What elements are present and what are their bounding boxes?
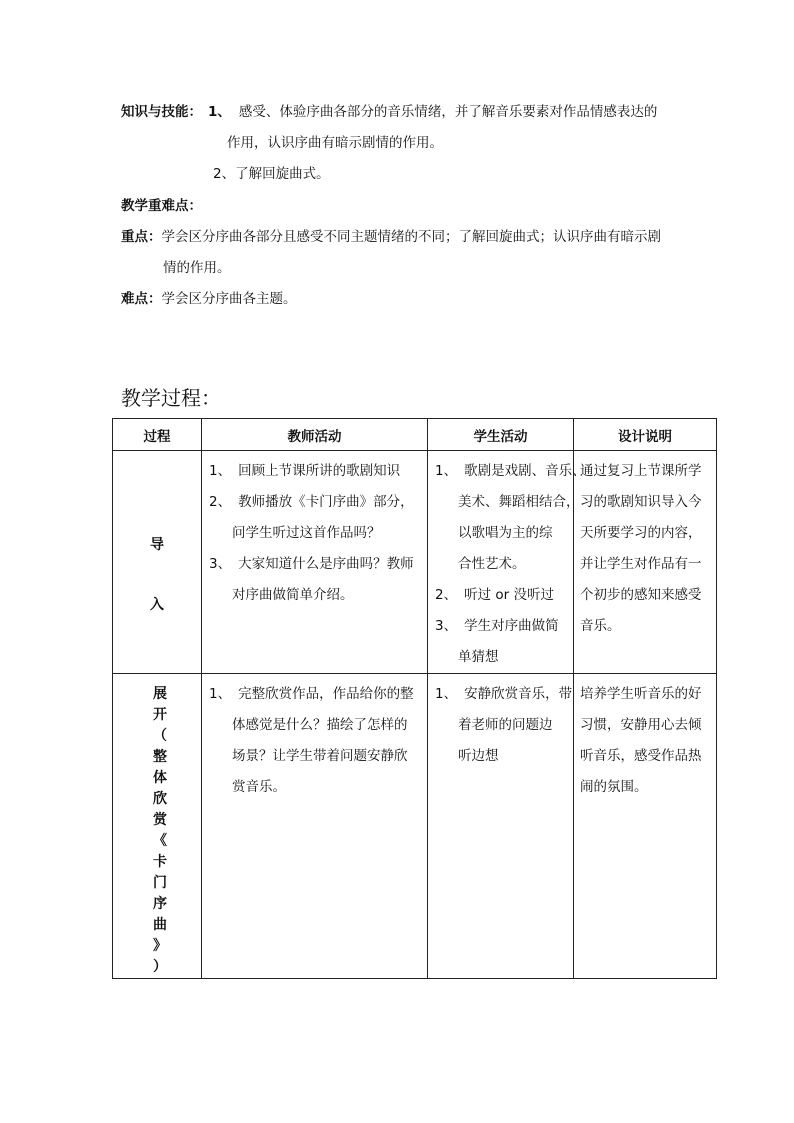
item-number: 1、 xyxy=(209,686,232,702)
item-number: 3、 xyxy=(209,556,232,572)
note-line: 习惯，安静用心去倾 xyxy=(580,717,702,733)
stage-char: 《 xyxy=(153,833,167,849)
list-item xyxy=(202,487,427,518)
list-item xyxy=(202,679,427,710)
list-item-continuation: 美术、舞蹈相结合， xyxy=(458,494,580,510)
item-text: 学生对序曲做简 xyxy=(464,618,559,634)
item-text: 回顾上节课所讲的歌剧知识 xyxy=(238,463,401,479)
difficult-point-label: 难点： xyxy=(121,291,162,307)
student-activity-cell xyxy=(428,674,574,979)
item-number: 2、 xyxy=(209,494,232,510)
item-text: 歌剧是戏剧、音乐、 xyxy=(464,463,586,479)
teacher-activity-cell xyxy=(202,674,428,979)
list-item xyxy=(428,456,586,487)
stage-char: 赏 xyxy=(153,812,167,828)
stage-char: 展 xyxy=(153,686,167,702)
stage-cell-expand xyxy=(113,674,202,979)
objective-item1-continuation: 作用，认识序曲有暗示剧情的作用。 xyxy=(227,135,443,151)
list-item-continuation: 着老师的问题边 xyxy=(458,717,553,733)
focus-heading: 教学重难点： xyxy=(121,198,202,214)
list-item-continuation: 对序曲做简单介绍。 xyxy=(232,587,354,603)
difficult-point-text: 学会区分序曲各主题。 xyxy=(161,291,297,307)
stage-char: ） xyxy=(153,959,167,975)
difficult-point xyxy=(121,290,297,308)
objective-item1-number: 1、 xyxy=(208,104,231,120)
list-item-continuation: 问学生听过这首作品吗？ xyxy=(232,525,381,541)
stage-char: 欣 xyxy=(153,791,167,807)
table-row xyxy=(113,674,717,979)
stage-char: 曲 xyxy=(153,917,167,933)
stage-char: 》 xyxy=(153,938,167,954)
design-note-cell xyxy=(574,674,717,979)
stage-char: 整 xyxy=(153,749,167,765)
stage-char: 开 xyxy=(153,707,167,723)
table-row xyxy=(113,451,717,674)
key-point-label: 重点： xyxy=(121,229,162,245)
column-header-teacher: 教师活动 xyxy=(202,419,428,451)
list-item xyxy=(202,549,427,580)
stage-char: 体 xyxy=(153,770,167,786)
item-text: 听过 or 没听过 xyxy=(464,587,554,603)
list-item-continuation: 赏音乐。 xyxy=(232,779,286,795)
design-note-cell xyxy=(574,451,717,674)
item-number: 2、 xyxy=(435,587,458,603)
list-item-continuation: 场景？让学生带着问题安静欣 xyxy=(232,748,408,764)
list-item-continuation: 以歌唱为主的综 xyxy=(458,525,553,541)
item-text: 大家知道什么是序曲吗？教师 xyxy=(238,556,414,572)
key-point-continuation: 情的作用。 xyxy=(163,260,231,276)
objective-item2: 2、了解回旋曲式。 xyxy=(213,166,330,182)
item-text: 完整欣赏作品，作品给你的整 xyxy=(238,686,414,702)
stage-char: 卡 xyxy=(153,854,167,870)
list-item xyxy=(428,580,573,611)
stage-char: 入 xyxy=(150,597,164,613)
key-point-text: 学会区分序曲各部分且感受不同主题情绪的不同；了解回旋曲式；认识序曲有暗示剧 xyxy=(161,229,661,245)
note-line: 并让学生对作品有一 xyxy=(580,556,702,572)
list-item xyxy=(202,456,427,487)
stage-cell-intro xyxy=(113,451,202,674)
stage-char: 门 xyxy=(153,875,167,891)
note-line: 音乐。 xyxy=(580,618,621,634)
process-table xyxy=(112,418,717,979)
objective-item1-text: 感受、体验序曲各部分的音乐情绪，并了解音乐要素对作品情感表达的 xyxy=(238,104,658,120)
key-point-line1 xyxy=(121,228,661,246)
teacher-activity-cell xyxy=(202,451,428,674)
note-line: 通过复习上节课所学 xyxy=(580,463,702,479)
item-number: 1、 xyxy=(209,463,232,479)
note-line: 习的歌剧知识导入今 xyxy=(580,494,702,510)
list-item-continuation: 听边想 xyxy=(458,748,499,764)
note-line: 听音乐，感受作品热 xyxy=(580,748,702,764)
item-text: 安静欣赏音乐，带 xyxy=(464,686,573,702)
knowledge-objective-line1 xyxy=(121,103,657,121)
item-number: 1、 xyxy=(435,686,458,702)
stage-char: （ xyxy=(153,728,167,744)
stage-char: 导 xyxy=(150,537,164,553)
list-item xyxy=(428,611,573,642)
item-text: 教师播放《卡门序曲》部分， xyxy=(238,494,414,510)
knowledge-label: 知识与技能： xyxy=(121,104,202,120)
student-activity-cell xyxy=(428,451,586,674)
stage-char: 序 xyxy=(153,896,167,912)
note-line: 个初步的感知来感受 xyxy=(580,587,702,603)
process-heading: 教学过程： xyxy=(121,386,221,410)
column-header-student: 学生活动 xyxy=(428,419,574,451)
table-header-row xyxy=(113,419,717,451)
list-item-continuation: 单猜想 xyxy=(458,649,499,665)
column-header-stage: 过程 xyxy=(113,419,202,451)
column-header-design: 设计说明 xyxy=(574,419,717,451)
note-line: 培养学生听音乐的好 xyxy=(580,686,702,702)
note-line: 闹的氛围。 xyxy=(580,779,648,795)
list-item xyxy=(428,679,573,710)
item-number: 3、 xyxy=(435,618,458,634)
note-line: 天所要学习的内容， xyxy=(580,525,702,541)
item-number: 1、 xyxy=(435,463,458,479)
list-item-continuation: 合性艺术。 xyxy=(458,556,526,572)
list-item-continuation: 体感觉是什么？描绘了怎样的 xyxy=(232,717,408,733)
